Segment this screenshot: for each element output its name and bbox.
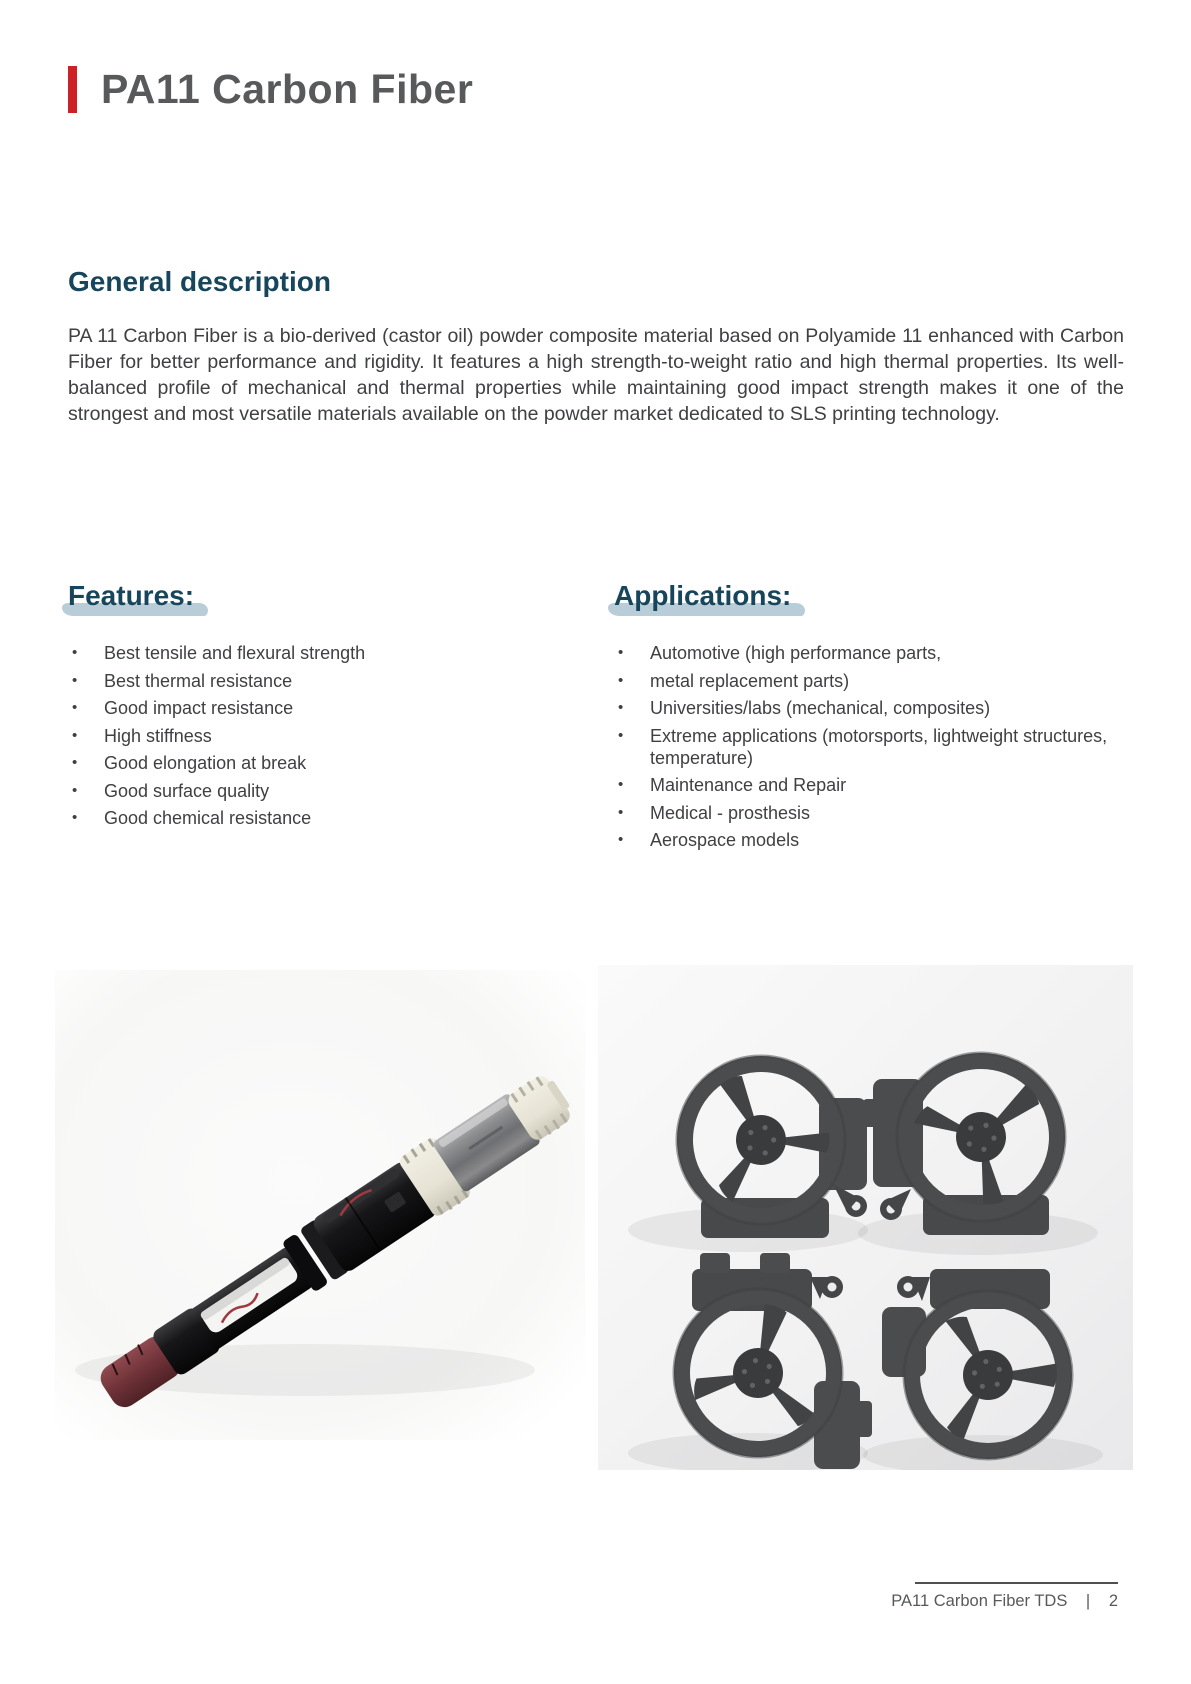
product-photos <box>0 950 1191 1490</box>
list-item-text: • Medical - prosthesis <box>650 802 811 823</box>
list-item <box>68 780 548 803</box>
title-row <box>68 66 473 113</box>
features-section <box>68 580 548 835</box>
general-description-section <box>68 266 1124 428</box>
list-item-text: • Automotive (high performance parts, <box>650 643 942 663</box>
list-item <box>68 670 548 693</box>
list-item <box>68 752 548 775</box>
list-item-text: • Good surface quality <box>104 780 270 801</box>
list-item <box>614 670 1114 693</box>
list-item <box>614 829 1114 852</box>
list-item-text: • Best thermal resistance <box>104 670 293 691</box>
list-item <box>68 725 548 748</box>
list-item-text: • Best tensile and flexural strength <box>104 643 366 663</box>
list-item-text: • High stiffness <box>104 725 212 746</box>
injector-device-photo <box>55 970 585 1440</box>
applications-list <box>614 642 1114 852</box>
list-item <box>68 642 548 665</box>
list-item <box>68 807 548 830</box>
footer-separator: | <box>1085 1592 1091 1610</box>
footer-rule <box>915 1582 1118 1584</box>
features-list <box>68 642 548 830</box>
list-item-text: • Good elongation at break <box>104 753 307 773</box>
footer <box>618 1592 1118 1611</box>
list-item <box>614 802 1114 825</box>
list-item-text: • Extreme applications (motorsports, lightweight structures, temperature) <box>650 725 1108 768</box>
general-description-heading: General description <box>68 266 331 297</box>
list-item <box>614 642 1114 665</box>
list-item-text: • Good chemical resistance <box>104 808 312 828</box>
applications-heading: Applications: <box>614 580 792 611</box>
list-item-text: • metal replacement parts) <box>650 670 850 691</box>
list-item <box>68 697 548 720</box>
general-description-body: PA 11 Carbon Fiber is a bio-derived (castor oil) powder composite material based on Polyamide 11 enhanced with Carbon Fiber for better performance and rigidity. It features a high strength-to-weight ratio and high thermal properties. Its well-balanced profile of mechanical and thermal properties while maintaining good impact strength makes it one of the strongest and most versatile materials available on the powder market dedicated to SLS printing technology. <box>68 325 1124 425</box>
propeller-guards-photo <box>598 965 1133 1470</box>
features-heading: Features: <box>68 580 195 611</box>
list-item-text: • Maintenance and Repair <box>650 775 847 796</box>
list-item-text: • Universities/labs (mechanical, composites) <box>650 698 991 718</box>
list-item <box>614 774 1114 797</box>
footer-document-label: PA11 Carbon Fiber TDS <box>891 1592 1068 1610</box>
list-item <box>614 697 1114 720</box>
list-item-text: • Aerospace models <box>650 830 800 851</box>
list-item-text: • Good impact resistance <box>104 698 294 718</box>
title-accent-bar <box>68 66 77 113</box>
footer-page-number: 2 <box>1108 1592 1118 1610</box>
applications-section <box>614 580 1114 857</box>
list-item <box>614 725 1114 770</box>
page-title: PA11 Carbon Fiber <box>101 66 474 112</box>
